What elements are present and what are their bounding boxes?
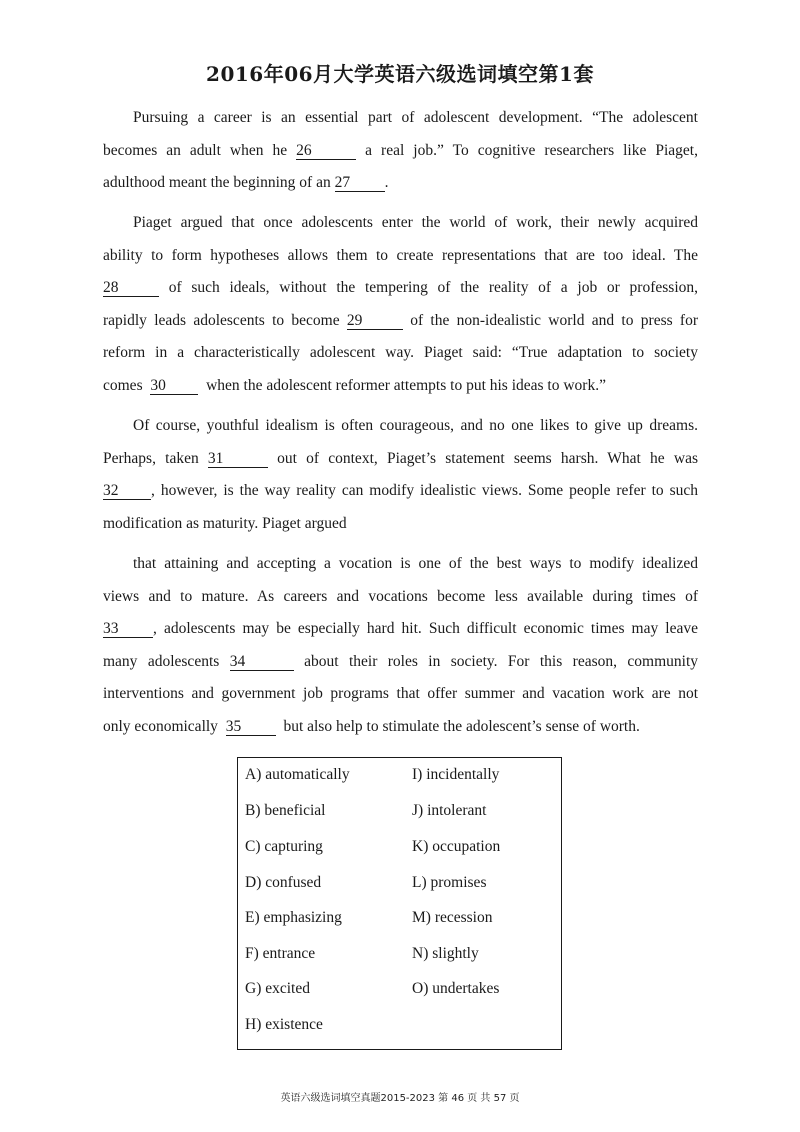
option-l[interactable]: L) promises (412, 874, 487, 891)
text-line: many adolescents 34 about their roles in society. For this reason, community (103, 652, 698, 670)
paragraph-2 (103, 207, 698, 402)
page-footer: 英语六级选词填空真题2015-2023 第 46 页 共 57 页 (280, 1093, 520, 1104)
text-line: 28 of such ideals, without the tempering of the reality of a job or profession, (103, 279, 699, 296)
text-line: modification as maturity. Piaget argued (103, 514, 347, 532)
text-line: rapidly leads adolescents to become 29 of the non-idealistic world and to press for (103, 311, 699, 329)
text-line: Of course, youthful idealism is often courageous, and no one likes to give up dreams. (133, 417, 698, 434)
blank-30[interactable]: 30 (150, 377, 198, 395)
option-o[interactable]: O) undertakes (412, 980, 500, 997)
option-h[interactable]: H) existence (245, 1016, 323, 1033)
word-bank-box (237, 757, 562, 1050)
option-f[interactable]: F) entrance (245, 945, 316, 962)
paragraph-4 (103, 548, 698, 743)
text-line: comes 30 when the adolescent reformer attempts to put his ideas to work.” (103, 376, 606, 394)
blank-27[interactable]: 27 (335, 174, 385, 192)
text-line: reform in a characteristically adolescent way. Piaget said: “True adaptation to society (103, 344, 698, 361)
text-line: 33 , adolescents may be especially hard hit. Such difficult economic times may leave (103, 620, 698, 637)
blank-32[interactable]: 32 (103, 482, 151, 500)
option-m[interactable]: M) recession (412, 909, 493, 926)
text-line: adulthood meant the beginning of an 27 . (103, 174, 389, 191)
option-i[interactable]: I) incidentally (412, 766, 500, 783)
option-g[interactable]: G) excited (245, 980, 310, 997)
option-c[interactable]: C) capturing (245, 838, 323, 855)
option-n[interactable]: N) slightly (412, 945, 479, 962)
blank-29[interactable]: 29 (347, 312, 403, 330)
option-d[interactable]: D) confused (245, 874, 322, 891)
text-line: that attaining and accepting a vocation is one of the best ways to modify idealized (133, 555, 698, 572)
blank-35[interactable]: 35 (226, 718, 276, 736)
text-line: Perhaps, taken 31 out of context, Piaget’s statement seems harsh. What he was (103, 449, 698, 467)
blank-26[interactable]: 26 (296, 142, 356, 160)
text-line: Piaget argued that once adolescents enter the world of work, their newly acquired (133, 214, 698, 231)
text-line: interventions and government job programs that offer summer and vacation work are not (103, 685, 698, 702)
page-title: 2016年06月大学英语六级选词填空第1套 (206, 62, 594, 86)
option-b[interactable]: B) beneficial (245, 802, 326, 819)
blank-33[interactable]: 33 (103, 620, 153, 638)
text-line: Pursuing a career is an essential part of adolescent development. “The adolescent (133, 109, 698, 126)
text-line: 32 , however, is the way reality can modify idealistic views. Some people refer to such (103, 482, 698, 499)
text-line: only economically 35 but also help to stimulate the adolescent’s sense of worth. (103, 717, 640, 735)
text-line: ability to form hypotheses allows them to create representations that are too ideal. The (103, 246, 698, 264)
blank-28[interactable]: 28 (103, 279, 159, 297)
text-line: becomes an adult when he 26 a real job.” To cognitive researchers like Piaget, (103, 141, 698, 159)
paragraph-1 (103, 102, 698, 200)
paragraph-3 (103, 410, 698, 540)
option-j[interactable]: J) intolerant (412, 802, 487, 819)
option-k[interactable]: K) occupation (412, 838, 501, 855)
blank-31[interactable]: 31 (208, 450, 268, 468)
text-line: views and to mature. As careers and vocations become less available during times of (103, 587, 698, 605)
blank-34[interactable]: 34 (230, 653, 294, 671)
option-e[interactable]: E) emphasizing (245, 909, 342, 926)
option-a[interactable]: A) automatically (245, 766, 350, 783)
